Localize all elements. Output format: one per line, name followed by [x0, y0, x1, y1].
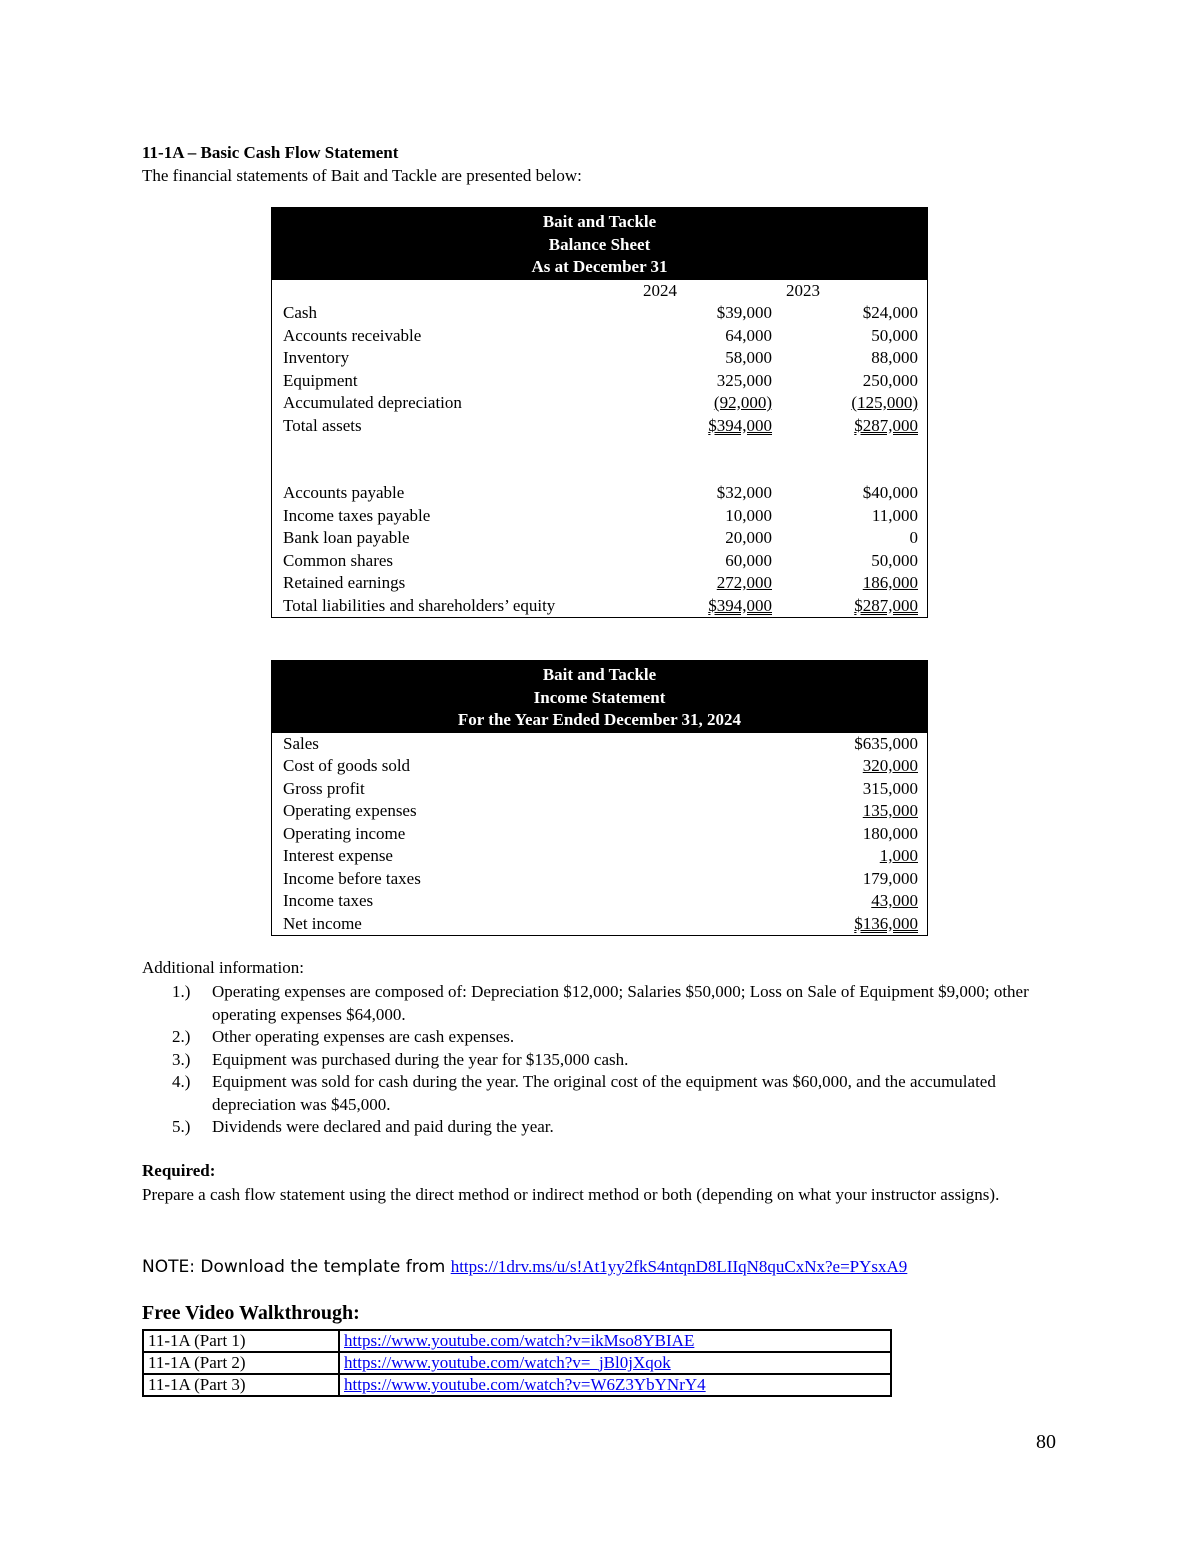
table-row: Bank loan payable 20,000 0: [283, 528, 918, 547]
additional-info-title: Additional information:: [142, 958, 304, 977]
table-row: Gross profit 315,000: [283, 778, 918, 798]
table-row: [143, 1330, 891, 1352]
list-item: 2.) Other operating expenses are cash expenses.: [172, 1027, 515, 1046]
video-part-label: 11-1A (Part 1): [143, 1330, 339, 1352]
balance-sheet-table: [271, 207, 928, 618]
table-row: Sales $635,000: [283, 733, 918, 753]
list-item: 1.) Operating expenses are composed of: Depreciation $12,000; Salaries $50,000; Loss on Sale of Equipment $9,000; other operating expenses $64,000.: [172, 982, 1029, 1024]
note-prefix: NOTE: Download the template from: [142, 1257, 451, 1277]
income-statement-header: [272, 661, 927, 733]
table-row: Income taxes 43,000: [283, 891, 918, 910]
video-part-label: 11-1A (Part 3): [143, 1374, 339, 1396]
list-item: 4.) Equipment was sold for cash during the year. The original cost of the equipment was $60,000, and the accumulated depreciation was $45,000.: [172, 1072, 996, 1114]
video-link-part-3[interactable]: https://www.youtube.com/watch?v=W6Z3YbYNrY4: [344, 1375, 706, 1394]
table-row: [143, 1374, 891, 1396]
table-row: Income before taxes 179,000: [283, 868, 918, 888]
template-download-link[interactable]: https://1drv.ms/u/s!At1yy2fkS4ntqnD8LIIqN8quCxNx?e=PYsxA9: [450, 1257, 908, 1276]
total-liabilities-equity-row: Total liabilities and shareholders’ equity $394,000 $287,000: [283, 595, 918, 615]
table-row: Operating expenses 135,000: [283, 801, 918, 820]
table-row: Common shares 60,000 50,000: [283, 550, 918, 570]
bs-year-2024: 2024: [643, 280, 677, 300]
table-row: Operating income 180,000: [283, 823, 918, 843]
table-row: Retained earnings 272,000 186,000: [283, 573, 918, 592]
bs-year-header-row: [272, 280, 927, 303]
is-statement-name: Income Statement: [533, 687, 666, 707]
required-text: Prepare a cash flow statement using the direct method or indirect method or both (depending on what your instructor assigns).: [142, 1185, 1000, 1204]
video-link-part-1[interactable]: https://www.youtube.com/watch?v=ikMso8YBIAE: [344, 1331, 695, 1350]
table-row: Inventory 58,000 88,000: [283, 348, 918, 367]
required-title: Required:: [142, 1161, 216, 1180]
table-row: Income taxes payable 10,000 11,000: [283, 505, 918, 525]
bs-statement-name: Balance Sheet: [548, 234, 651, 254]
list-item: 5.) Dividends were declared and paid during the year.: [172, 1117, 554, 1136]
is-period-line: For the Year Ended December 31, 2024: [457, 710, 742, 729]
balance-sheet-header: [272, 208, 927, 280]
bs-year-2023: 2023: [786, 280, 820, 300]
table-row: Cost of goods sold 320,000: [283, 756, 918, 775]
income-statement-table: [271, 660, 928, 936]
exercise-heading: 11-1A – Basic Cash Flow Statement: [142, 143, 399, 162]
net-income-row: Net income $136,000: [283, 913, 918, 933]
intro-text: The financial statements of Bait and Tackle are presented below:: [142, 166, 582, 185]
total-assets-row: Total assets $394,000 $287,000: [283, 415, 918, 435]
template-note: [142, 1257, 907, 1277]
table-row: Accumulated depreciation (92,000) (125,000): [283, 393, 918, 412]
video-links-table: [142, 1329, 892, 1397]
table-row: Interest expense 1,000: [283, 846, 918, 865]
video-link-part-2[interactable]: https://www.youtube.com/watch?v=_jBl0jXqok: [344, 1353, 671, 1372]
table-row: Accounts receivable 64,000 50,000: [283, 325, 918, 345]
is-company-name: Bait and Tackle: [542, 665, 657, 684]
video-walkthrough-title: Free Video Walkthrough:: [142, 1302, 360, 1324]
table-row: Cash $39,000 $24,000: [283, 303, 918, 322]
bs-date-line: As at December 31: [531, 257, 668, 276]
bs-company-name: Bait and Tackle: [542, 212, 657, 231]
table-row: Accounts payable $32,000 $40,000: [283, 483, 918, 502]
table-row: Equipment 325,000 250,000: [283, 370, 918, 390]
additional-info-list: [172, 981, 1052, 1139]
list-item: 3.) Equipment was purchased during the year for $135,000 cash.: [172, 1049, 629, 1069]
video-part-label: 11-1A (Part 2): [143, 1352, 339, 1374]
table-row: [143, 1352, 891, 1374]
page-number: 80: [1036, 1431, 1056, 1453]
